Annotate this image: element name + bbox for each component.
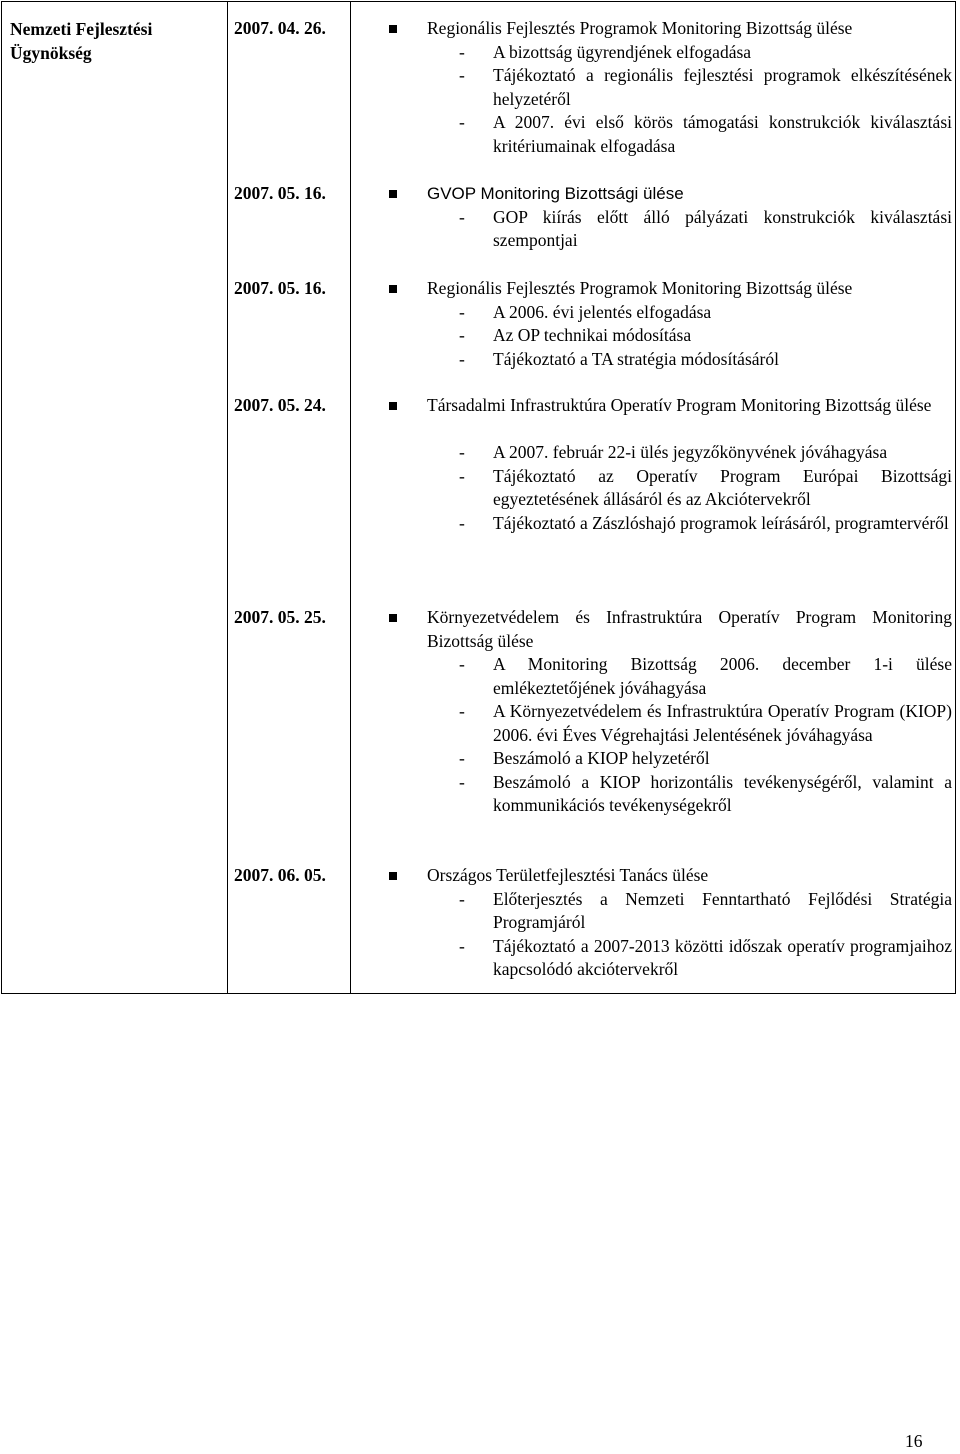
agenda-item-text: Tájékoztató a TA stratégia módosításáról [493,348,779,369]
agenda-item [2,348,955,372]
agenda-item-text: Beszámoló a KIOP horizontális tevékenységéről, valamint a kommunikációs tevékenységekről [493,771,952,815]
agenda-item-text: Tájékoztató a 2007-2013 közötti időszak operatív programjaihoz kapcsolódó akciótervekről [493,935,952,979]
meeting-title: Regionális Fejlesztés Programok Monitoring Bizottság ülése [427,18,853,38]
dash-marker: - [459,301,465,322]
meeting-date: 2007. 05. 24. [234,395,326,415]
page-number: 16 [905,1431,923,1451]
meeting-title: Regionális Fejlesztés Programok Monitoring Bizottság ülése [427,278,853,298]
agenda-item-text: A Monitoring Bizottság 2006. december 1-i ülése emlékeztetőjének jóváhagyása [493,654,952,698]
agenda-list [2,441,955,535]
agenda-item-text: GOP kiírás előtt álló pályázati konstrukciók kiválasztási szempontjai [493,206,952,250]
dash-marker: - [459,748,465,768]
agenda-list [2,301,955,372]
meeting-date: 2007. 05. 16. [234,183,326,203]
agenda-list [2,206,955,253]
dash-marker: - [459,701,465,721]
meeting-title: Országos Területfejlesztési Tanács ülése [427,865,709,885]
agenda-item [2,324,955,348]
square-bullet-icon [389,25,397,33]
dash-marker: - [459,512,465,533]
agenda-item-text: A 2007. február 22-i ülés jegyzőkönyvének jóváhagyása [493,442,888,462]
agenda-item-text: A bizottság ügyrendjének elfogadása [493,41,752,62]
agenda-item [2,64,955,111]
agenda-item [2,465,955,512]
square-bullet-icon [389,190,397,198]
square-bullet-icon [389,285,397,293]
agenda-item-text: Beszámoló a KIOP helyzetéről [493,748,710,768]
dash-marker: - [459,41,465,62]
agenda-item [2,111,955,158]
agenda-item-text: Az OP technikai módosítása [493,325,692,345]
agenda-item [2,301,955,325]
agenda-item-text: Tájékoztató a regionális fejlesztési programok elkészítésének helyzetéről [493,65,952,109]
agenda-item [2,771,955,818]
agenda-item [2,888,955,935]
agenda-item [2,653,955,700]
agenda-item [2,41,955,65]
dash-marker: - [459,442,465,462]
agenda-item [2,512,955,536]
agenda-item-text: A 2006. évi jelentés elfogadása [493,301,712,322]
agenda-item [2,935,955,982]
dash-marker: - [459,325,465,345]
square-bullet-icon [389,402,397,410]
agenda-list [2,888,955,982]
agenda-item-text: Tájékoztató az Operatív Program Európai Bizottsági egyeztetésének állásáról és az Akciótervekről [493,465,952,509]
meeting-date: 2007. 06. 05. [234,865,326,885]
meeting-date: 2007. 05. 25. [234,607,326,627]
meeting-date: 2007. 04. 26. [234,18,326,38]
meeting-title: Társadalmi Infrastruktúra Operatív Program Monitoring Bizottság ülése [427,395,932,415]
dash-marker: - [459,112,465,132]
dash-marker: - [459,206,465,227]
agenda-item [2,206,955,253]
meeting-title: Környezetvédelem és Infrastruktúra Operatív Program Monitoring Bizottság ülése [427,607,952,651]
meetings-table [1,1,956,994]
agenda-item-text: Előterjesztés a Nemzeti Fenntartható Fejlődési Stratégia Programjáról [493,888,952,932]
agenda-list [2,653,955,818]
meeting-date: 2007. 05. 16. [234,278,326,298]
dash-marker: - [459,935,465,956]
dash-marker: - [459,465,465,486]
agenda-item-text: A Környezetvédelem és Infrastruktúra Operatív Program (KIOP) 2006. évi Éves Végrehajtási Jelentésének jóváhagyása [493,701,952,745]
dash-marker: - [459,771,465,792]
agenda-item [2,441,955,465]
dash-marker: - [459,65,465,85]
agenda-item [2,747,955,771]
meeting-title: GVOP Monitoring Bizottsági ülése [427,184,684,203]
agenda-item [2,700,955,747]
agenda-list [2,41,955,159]
agenda-item-text: Tájékoztató a Zászlóshajó programok leírásáról, programtervéről [493,512,949,533]
organization-name: Nemzeti Fejlesztési Ügynökség [10,19,153,63]
square-bullet-icon [389,614,397,622]
dash-marker: - [459,348,465,369]
dash-marker: - [459,888,465,909]
square-bullet-icon [389,872,397,880]
agenda-item-text: A 2007. évi első körös támogatási konstrukciók kiválasztási kritériumainak elfogadása [493,112,952,156]
dash-marker: - [459,654,465,674]
